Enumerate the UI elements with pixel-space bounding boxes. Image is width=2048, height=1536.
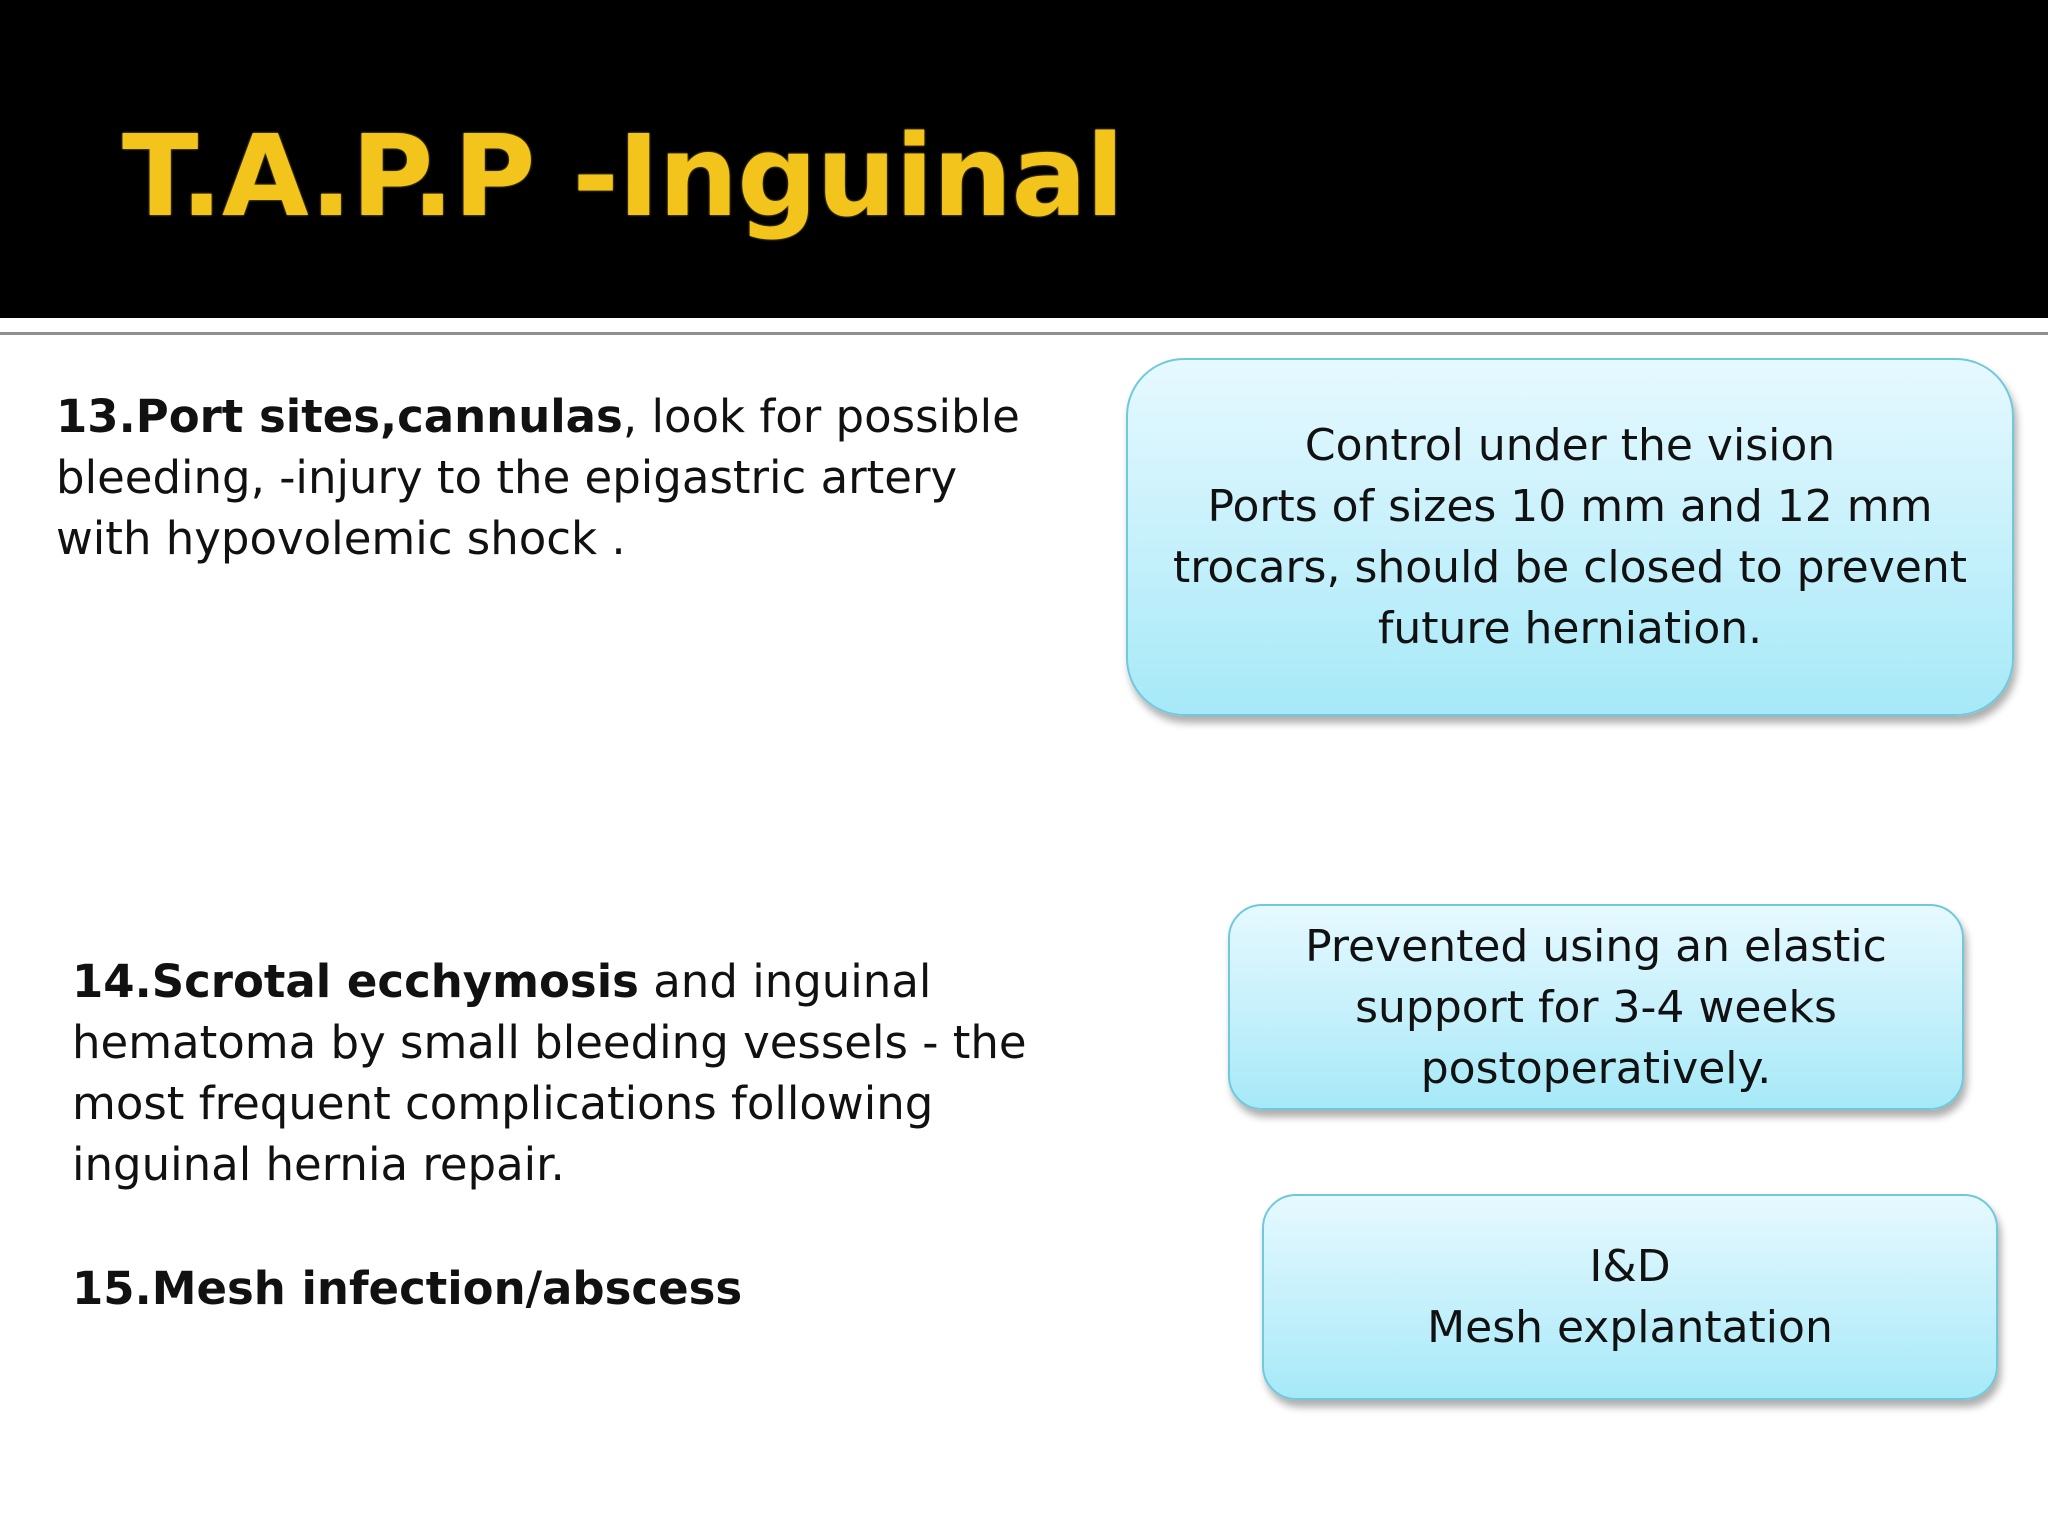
callout-box-mesh-treatment (1262, 1194, 1998, 1400)
callout-line: Ports of sizes 10 mm and 12 mm (1207, 481, 1933, 532)
callout-line: Prevented using an elastic (1305, 920, 1887, 972)
callout-line: trocars, should be closed to prevent (1173, 542, 1967, 593)
item-14-heading: 14.Scrotal ecchymosis (72, 955, 639, 1008)
callout-line: future herniation. (1377, 603, 1763, 654)
item-14-scrotal-ecchymosis (72, 951, 1072, 1195)
item-13-heading: 13.Port sites,cannulas (56, 390, 623, 443)
item-15-mesh-infection: 15.Mesh infection/abscess (72, 1262, 743, 1315)
item-13-port-sites (56, 386, 1056, 569)
callout-line: Control under the vision (1304, 420, 1836, 471)
slide-title: T.A.P.P -Inguinal (122, 112, 1124, 242)
title-bar (0, 0, 2048, 318)
callout-line: Mesh explantation (1427, 1302, 1833, 1353)
callout-line: postoperatively. (1420, 1042, 1772, 1094)
item-14-text: and inguinal hematoma by small bleeding vessels - the most frequent complications following inguinal hernia repair. (72, 955, 1027, 1191)
title-divider-line (0, 332, 2048, 335)
callout-box-port-sites (1126, 358, 2014, 716)
callout-line: support for 3-4 weeks (1355, 981, 1837, 1033)
callout-box-elastic-support (1228, 904, 1964, 1110)
item-13-text: , look for possible bleeding, -injury to the epigastric artery with hypovolemic shock . (56, 390, 1020, 565)
title-divider (0, 318, 2048, 328)
callout-line: I&D (1589, 1241, 1671, 1292)
